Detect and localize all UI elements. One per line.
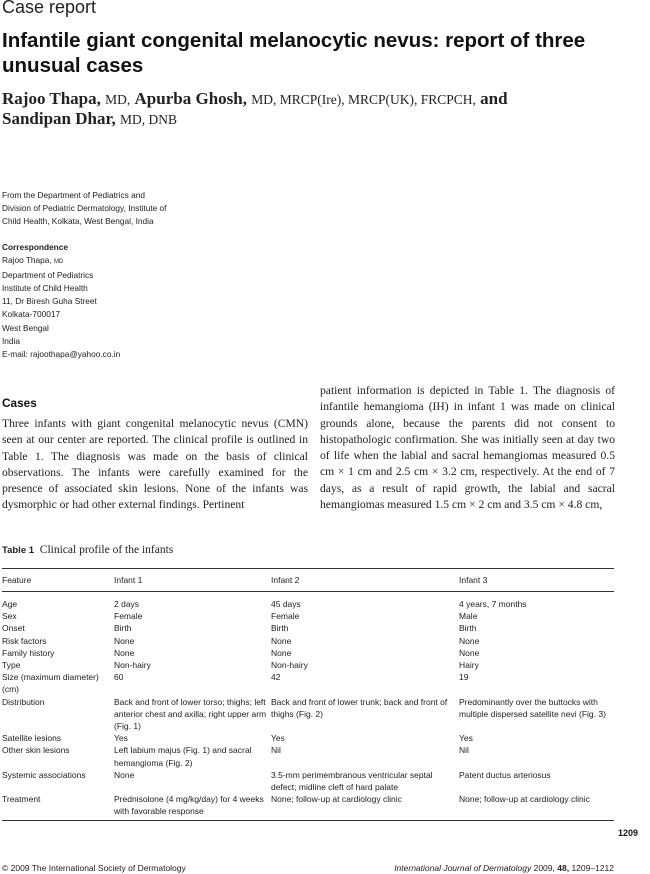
correspondence-line: West Bengal	[2, 322, 49, 333]
table-row	[2, 769, 614, 793]
table-cell: None	[271, 647, 292, 658]
footer-journal: International Journal of Dermatology	[394, 863, 532, 873]
table-cell: Family history	[2, 647, 55, 658]
correspondence-line: India	[2, 335, 20, 346]
table-row	[2, 793, 614, 820]
table-cell: 3.5-mm perimembranous ventricular septal defect; midline cleft of hard palate	[271, 769, 433, 793]
author-name: Rajoo Thapa,	[2, 89, 101, 108]
table-cell: 19	[459, 672, 469, 683]
correspondence-line: Department of Pediatrics	[2, 270, 94, 281]
table-caption	[2, 544, 173, 556]
table-header-cell: Feature	[2, 569, 114, 592]
footer-pages: 1209–1212	[571, 863, 614, 873]
cases-heading: Cases	[2, 396, 37, 410]
correspondence-name	[2, 254, 202, 269]
table-cell: Yes	[271, 733, 285, 744]
title-line-1: Infantile giant congenital melanocytic nevus: report of three	[2, 29, 586, 52]
table-header-cell: Infant 2	[271, 569, 459, 592]
table-cell: Non-hairy	[271, 660, 308, 671]
page-number: 1209	[618, 828, 639, 838]
table-cell: None; follow-up at cardiology clinic	[271, 793, 459, 820]
author-name: Sandipan Dhar,	[2, 109, 116, 128]
table-cell: Birth	[114, 623, 132, 634]
table-cell: Type	[2, 660, 21, 671]
author-conjunction: and	[480, 89, 508, 108]
footer-year: 2009,	[533, 863, 555, 873]
table-row	[2, 622, 614, 634]
table-header-row	[2, 569, 614, 592]
table-cell: Yes	[114, 733, 128, 744]
table-cell: Back and front of lower torso; thighs; left anterior chest and axilla; right upper arm (Fig. 1)	[114, 696, 267, 732]
table-cell: None	[114, 647, 135, 658]
table-header-cell: Infant 3	[459, 569, 614, 592]
table-cell: None	[271, 635, 292, 646]
correspondence	[2, 241, 202, 361]
footer-volume: 48,	[557, 863, 570, 873]
article-title	[2, 28, 642, 78]
table-header-cell: Infant 1	[114, 569, 271, 592]
table-row	[2, 659, 614, 671]
author-name: Apurba Ghosh,	[134, 89, 247, 108]
affiliation-line: Child Health, Kolkata, West Bengal, India	[2, 216, 154, 227]
table-cell: Hairy	[459, 660, 479, 671]
table-cell: Size (maximum diameter) (cm)	[2, 672, 99, 695]
table-cell: None; follow-up at cardiology clinic	[459, 793, 614, 820]
table-row	[2, 592, 614, 611]
footer-copyright: © 2009 The International Society of Dermatology	[2, 863, 186, 873]
affiliation-line: From the Department of Pediatrics and	[2, 190, 145, 200]
table-cell: Satellite lesions	[2, 733, 62, 744]
table-caption-text: Clinical profile of the infants	[39, 544, 174, 556]
table-cell: Treatment	[2, 793, 114, 820]
table-cell: Yes	[459, 733, 473, 744]
body-text-right-column: patient information is depicted in Table 1. The diagnosis of infantile hemangioma (IH) in infant 1 was made on clinical grounds alone, because the parents did not consent to histopathologic confirmation. She was initially seen at day two of life when the labial and sacral hemangiomas measured 0.5 cm × 1 cm and 2.5 cm × 3.2 cm, respectively. At the end of 7 days, as a result of rapid growth, the labial and sacral hemangiomas measured 1.5 cm × 2 cm and 3.5 cm × 4.8 cm,	[320, 384, 615, 512]
table-cell: Predominantly over the buttocks with multiple dispersed satellite nevi (Fig. 3)	[459, 696, 606, 719]
table-cell: Female	[114, 611, 143, 622]
author-degrees: MD, MRCP(Ire), MRCP(UK), FRCPCH,	[251, 92, 476, 107]
table-row	[2, 744, 614, 768]
author-list	[2, 89, 642, 129]
table-cell: 42	[271, 672, 281, 683]
table-cell: None	[114, 769, 135, 780]
table-cell: Risk factors	[2, 635, 47, 646]
table-cell: Birth	[459, 623, 477, 634]
correspondence-degree: MD	[53, 259, 64, 266]
table-cell: Male	[459, 611, 478, 622]
body-text-left-column: Three infants with giant congenital melanocytic nevus (CMN) seen at our center are reported. The clinical profile is outlined in Table 1. The diagnosis was made on the basis of clinical observations. The infants were carefully examined for the presence of associated skin lesions. None of the infants was dysmorphic or had other external findings. Pertinent	[2, 417, 308, 512]
table-cell: Nil	[271, 745, 281, 756]
table-row	[2, 647, 614, 659]
table-cell: Sex	[2, 611, 17, 622]
correspondence-line: Institute of Child Health	[2, 283, 88, 294]
table-cell: Left labium majus (Fig. 1) and sacral hemangioma (Fig. 2)	[114, 745, 252, 768]
table-cell: Back and front of lower trunk; back and front of thighs (Fig. 2)	[271, 696, 448, 719]
table-row	[2, 696, 614, 733]
table-cell: 4 years, 7 months	[459, 599, 527, 609]
clinical-profile-table	[2, 568, 614, 821]
title-line-2: unusual cases	[2, 54, 144, 77]
table-cell: Systemic associations	[2, 769, 86, 780]
table-cell: Age	[2, 599, 18, 609]
table-cell: Onset	[2, 623, 25, 634]
table-cell: 2 days	[114, 599, 140, 609]
table-cell: Nil	[459, 745, 469, 756]
affiliation-line: Division of Pediatric Dermatology, Institute of	[2, 203, 167, 214]
footer-citation	[394, 863, 614, 873]
table-cell: Distribution	[2, 696, 45, 707]
correspondence-line: Kolkata-700017	[2, 309, 61, 320]
table-caption-label: Table 1	[2, 545, 35, 556]
correspondence-heading: Correspondence	[2, 242, 68, 252]
table-cell: None	[459, 647, 480, 658]
table-cell: Patent ductus arteriosus	[459, 769, 551, 780]
table-row	[2, 635, 614, 647]
table-cell: Non-hairy	[114, 660, 151, 671]
correspondence-email: E-mail: rajoothapa@yahoo.co.in	[2, 348, 121, 359]
section-label: Case report	[2, 0, 97, 17]
affiliation	[2, 189, 192, 228]
correspondence-name-text: Rajoo Thapa,	[2, 255, 52, 266]
table-cell: None	[459, 635, 480, 646]
table-cell: Female	[271, 611, 300, 622]
correspondence-line: 11, Dr Biresh Guha Street	[2, 296, 97, 307]
table-cell: Birth	[271, 623, 289, 634]
table-cell: 45 days	[271, 599, 301, 609]
author-degrees: MD,	[105, 92, 131, 107]
table-cell: None	[114, 635, 135, 646]
table-cell: Other skin lesions	[2, 745, 70, 756]
table-cell: 60	[114, 672, 124, 683]
table-row	[2, 671, 614, 695]
table-row	[2, 610, 614, 622]
author-degrees: MD, DNB	[119, 112, 177, 127]
table-cell: Prednisolone (4 mg/kg/day) for 4 weeks with favorable response	[114, 793, 271, 820]
table-row	[2, 732, 614, 744]
